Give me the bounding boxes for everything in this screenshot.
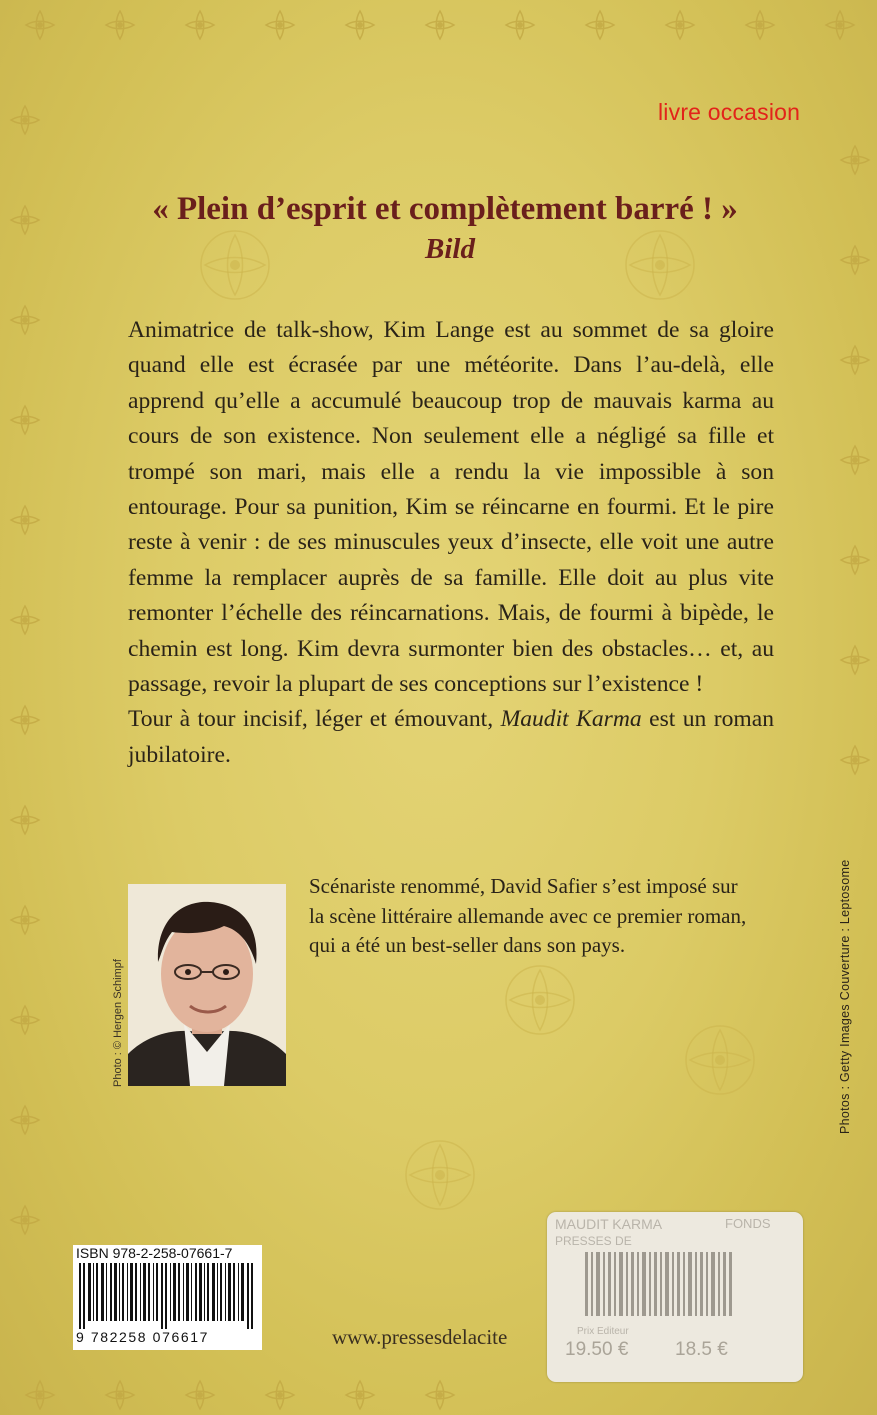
isbn-barcode bbox=[73, 1245, 262, 1350]
watermark-label: livre occasion bbox=[658, 99, 801, 125]
summary-conclusion bbox=[128, 702, 774, 773]
barcode-bars bbox=[77, 1263, 258, 1329]
sticker-price-secondary: 18.5 € bbox=[675, 1339, 728, 1360]
sticker-title: MAUDIT KARMA bbox=[555, 1216, 663, 1232]
sticker-tag: FONDS bbox=[725, 1216, 771, 1231]
publisher-website: www.pressesdelacite bbox=[332, 1325, 508, 1349]
barcode-digits: 9 782258 076617 bbox=[76, 1329, 209, 1345]
photo-credit: Photo : © Hergen Schimpf bbox=[112, 959, 124, 1087]
conclusion-text-start: Tour à tour incisif, léger et émouvant, bbox=[128, 706, 501, 733]
price-sticker bbox=[547, 1212, 803, 1382]
author-bio: Scénariste renommé, David Safier s’est imposé sur la scène littéraire allemande avec ce premier roman, qui a été un best-seller dans son pays. bbox=[309, 874, 747, 957]
sticker-barcode bbox=[585, 1252, 735, 1316]
book-summary bbox=[128, 313, 774, 773]
cover-credit: Photos : Getty Images Couverture : Leptosome bbox=[838, 859, 852, 1134]
summary-paragraph: Animatrice de talk-show, Kim Lange est au sommet de sa gloire quand elle est écrasée par une météorite. Dans l’au-delà, elle apprend qu’elle a accumulé beaucoup trop de mauvais karma au cours de son existence. Non seulement elle a négligé sa fille et trompé son mari, mais elle a rendu la vie impossible à son entourage. Pour sa punition, Kim se réincarne en fourmi. Et le pire reste à venir : de ses minuscules yeux d’insecte, elle voit une autre femme la remplacer auprès de sa famille. Elle doit au plus vite remonter l’échelle des réincarnations. Mais, de fourmi à bipède, le chemin est long. Kim devra surmonter bien des obstacles… et, au passage, revoir la plupart de ses conceptions sur l’existence ! bbox=[128, 317, 774, 698]
conclusion-text-end: est un roman jubilatoire. bbox=[128, 706, 774, 768]
isbn-label: ISBN 978-2-258-07661-7 bbox=[76, 1245, 233, 1261]
sticker-price: 19.50 € bbox=[565, 1339, 629, 1360]
review-source: Bild bbox=[425, 233, 475, 265]
sticker-price-label: Prix Editeur bbox=[577, 1326, 629, 1337]
author-portrait-illustration bbox=[128, 884, 286, 1086]
book-title-italic: Maudit Karma bbox=[500, 706, 642, 733]
author-photo bbox=[128, 884, 286, 1086]
sticker-publisher: PRESSES DE bbox=[555, 1234, 632, 1248]
review-quote: « Plein d’esprit et complètement barré ! » bbox=[152, 191, 738, 227]
